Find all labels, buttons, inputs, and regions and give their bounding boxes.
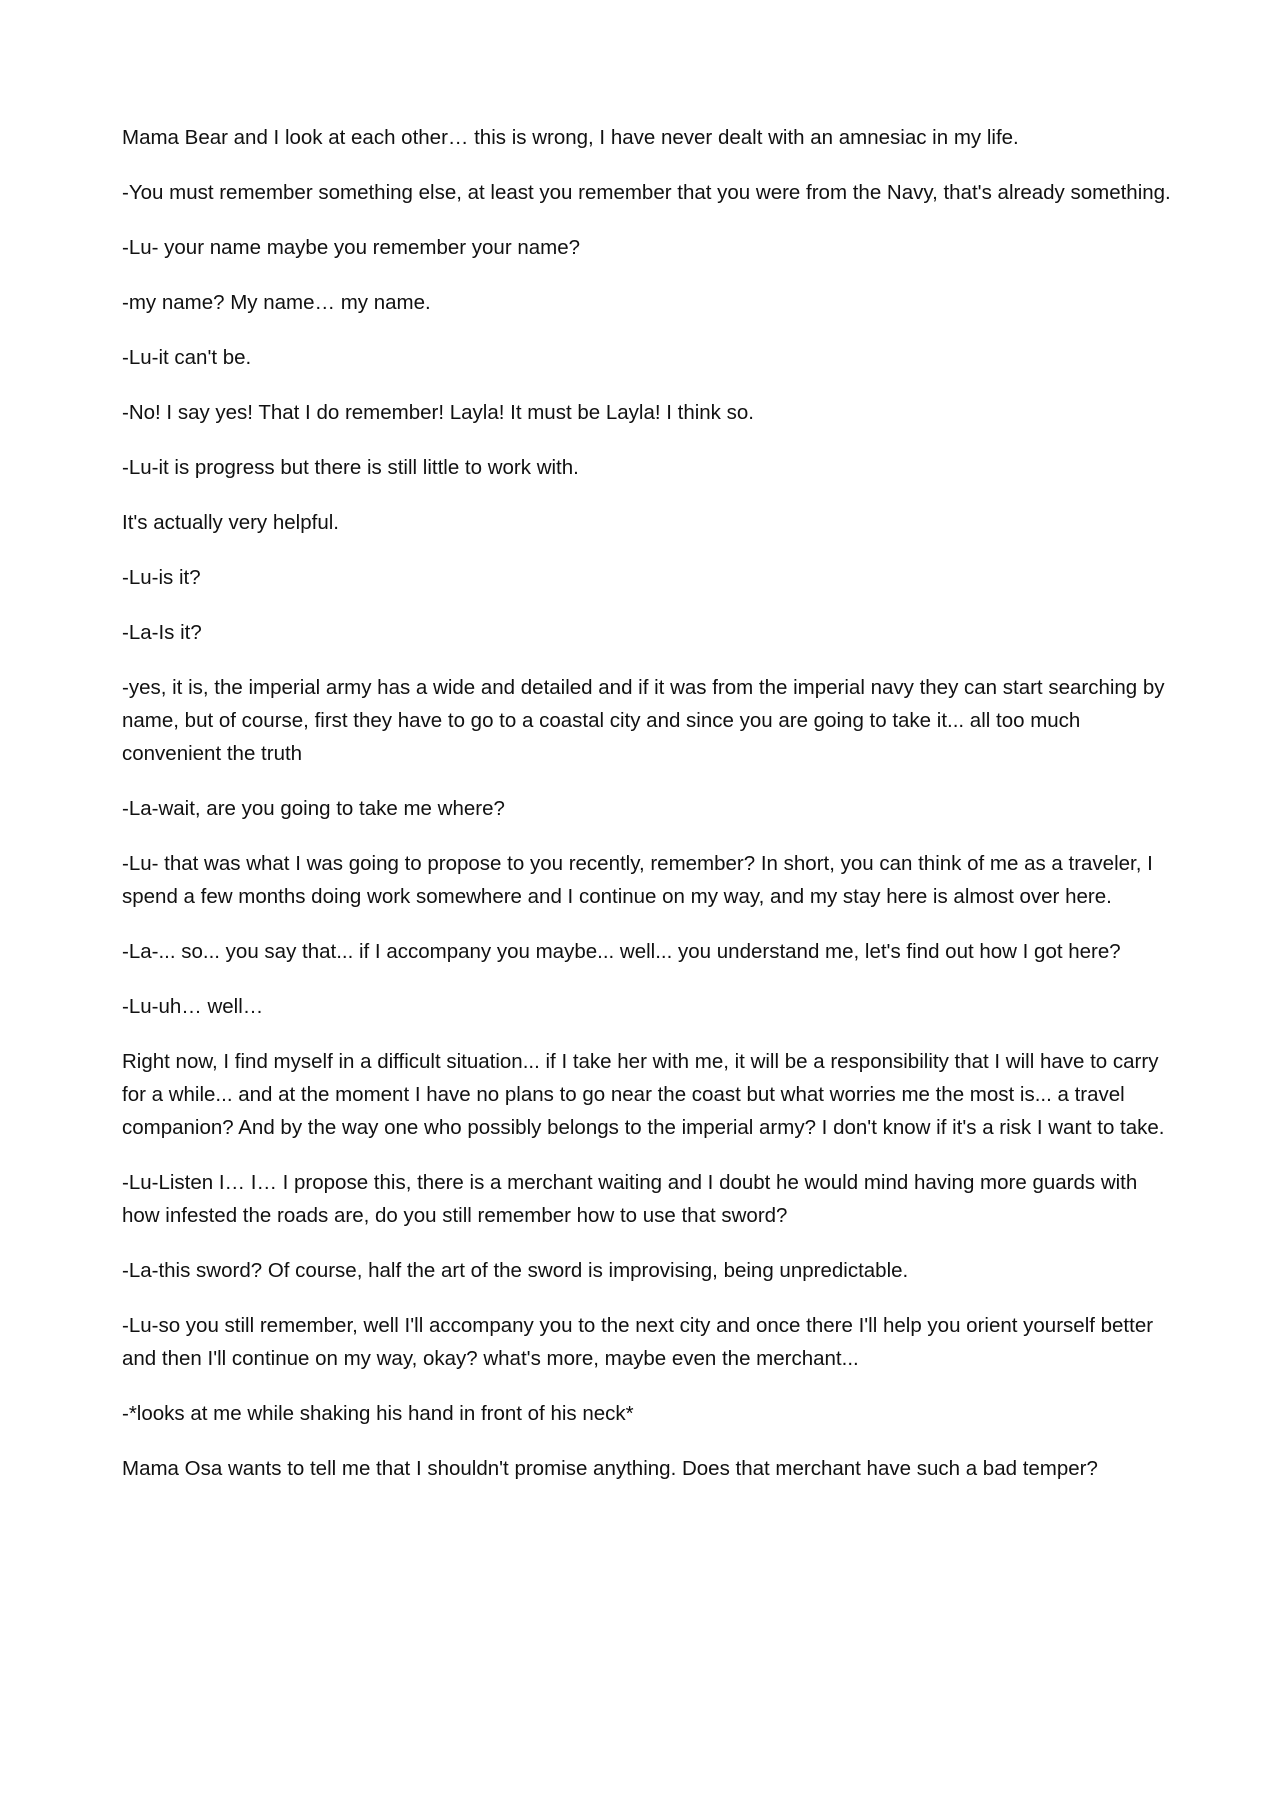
paragraph: -my name? My name… my name. [122, 291, 431, 314]
paragraph: -Lu-it can't be. [122, 346, 252, 369]
paragraph: -Lu-Listen I… I… I propose this, there is a merchant waiting and I doubt he would mind having more guards with how infested the roads are, do you still remember how to use that sword? [122, 1171, 1138, 1227]
paragraph: Mama Osa wants to tell me that I shouldn't promise anything. Does that merchant have such a bad temper? [122, 1457, 1098, 1480]
paragraph: It's actually very helpful. [122, 511, 339, 534]
paragraph: -Lu- that was what I was going to propose to you recently, remember? In short, you can think of me as a traveler, I spend a few months doing work somewhere and I continue on my way, and my stay here is almost over here. [122, 852, 1153, 908]
paragraph: -Lu-so you still remember, well I'll accompany you to the next city and once there I'll help you orient yourself better and then I'll continue on my way, okay? what's more, maybe even the merchant... [122, 1314, 1154, 1370]
paragraph: -You must remember something else, at least you remember that you were from the Navy, that's already something. [122, 181, 1171, 204]
paragraph: -La-Is it? [122, 621, 202, 644]
paragraph: -La-... so... you say that... if I accompany you maybe... well... you understand me, let's find out how I got here? [122, 940, 1121, 963]
paragraph: Mama Bear and I look at each other… this is wrong, I have never dealt with an amnesiac in my life. [122, 126, 1019, 149]
paragraph: -yes, it is, the imperial army has a wide and detailed and if it was from the imperial navy they can start searching by name, but of course, first they have to go to a coastal city and since you are going to take it... all too much convenient the truth [122, 676, 1165, 765]
paragraph: Right now, I find myself in a difficult situation... if I take her with me, it will be a responsibility that I will have to carry for a while... and at the moment I have no plans to go near the coast but what worries me the most is... a travel companion? And by the way one who possibly belongs to the imperial army? I don't know if it's a risk I want to take. [122, 1050, 1165, 1139]
paragraph: -La-this sword? Of course, half the art of the sword is improvising, being unpredictable. [122, 1259, 909, 1282]
paragraph: -La-wait, are you going to take me where? [122, 797, 505, 820]
paragraph: -No! I say yes! That I do remember! Layla! It must be Layla! I think so. [122, 401, 754, 424]
document-body [122, 121, 1172, 1507]
paragraph: -*looks at me while shaking his hand in front of his neck* [122, 1402, 634, 1425]
paragraph: -Lu-uh… well… [122, 995, 264, 1018]
paragraph: -Lu-it is progress but there is still little to work with. [122, 456, 579, 479]
paragraph: -Lu-is it? [122, 566, 201, 589]
paragraph: -Lu- your name maybe you remember your name? [122, 236, 581, 259]
